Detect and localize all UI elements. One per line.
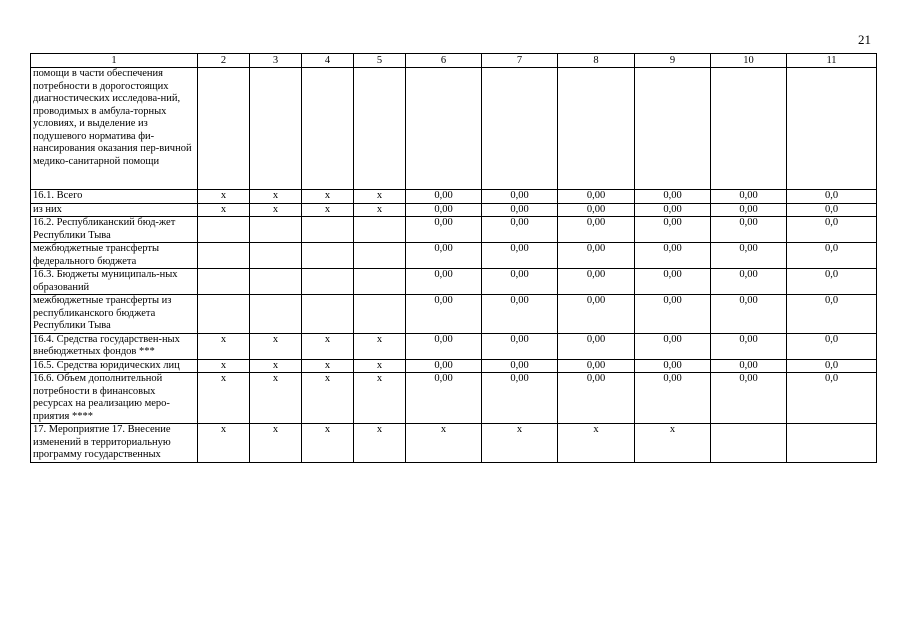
table-cell: 0,00 bbox=[558, 333, 635, 359]
table-cell: 0,00 bbox=[558, 295, 635, 334]
table-cell bbox=[354, 68, 406, 190]
table-cell: 0,00 bbox=[711, 333, 787, 359]
table-cell: x bbox=[198, 373, 250, 424]
table-cell: x bbox=[198, 203, 250, 217]
row-label: 16.5. Средства юридических лиц bbox=[31, 359, 198, 373]
table-cell: 0,00 bbox=[558, 190, 635, 204]
table-cell: 0,00 bbox=[635, 295, 711, 334]
table-cell: x bbox=[406, 424, 482, 463]
table-cell: 0,00 bbox=[558, 217, 635, 243]
table-row bbox=[31, 269, 877, 295]
table-cell: x bbox=[198, 359, 250, 373]
table-cell bbox=[354, 243, 406, 269]
table-cell bbox=[711, 424, 787, 463]
table-cell: 0,0 bbox=[787, 295, 877, 334]
table-cell: 0,00 bbox=[406, 333, 482, 359]
table-cell bbox=[787, 424, 877, 463]
table-cell: 0,0 bbox=[787, 203, 877, 217]
table-cell bbox=[302, 217, 354, 243]
table-cell: 0,00 bbox=[482, 190, 558, 204]
table-cell bbox=[198, 217, 250, 243]
table-cell: 0,00 bbox=[635, 243, 711, 269]
table-cell: 0,00 bbox=[482, 217, 558, 243]
table-cell: 0,00 bbox=[558, 203, 635, 217]
table-cell bbox=[250, 243, 302, 269]
table-cell: x bbox=[198, 424, 250, 463]
table-cell: 0,00 bbox=[635, 373, 711, 424]
table-row bbox=[31, 373, 877, 424]
column-header: 8 bbox=[558, 54, 635, 68]
table-row bbox=[31, 295, 877, 334]
table-row bbox=[31, 190, 877, 204]
row-label: межбюджетные трансферты федерального бюджета bbox=[31, 243, 198, 269]
table-cell: x bbox=[198, 190, 250, 204]
table-cell: 0,00 bbox=[635, 269, 711, 295]
column-header: 3 bbox=[250, 54, 302, 68]
row-label: 16.2. Республиканский бюд-жет Республики Тыва bbox=[31, 217, 198, 243]
table-cell: 0,00 bbox=[406, 243, 482, 269]
row-label: 16.3. Бюджеты муниципаль-ных образований bbox=[31, 269, 198, 295]
table-cell: 0,00 bbox=[406, 190, 482, 204]
table-cell: 0,00 bbox=[558, 373, 635, 424]
table-cell: x bbox=[302, 424, 354, 463]
table-cell bbox=[250, 295, 302, 334]
table-cell: 0,00 bbox=[635, 190, 711, 204]
table-cell: 0,00 bbox=[711, 217, 787, 243]
table-cell: 0,0 bbox=[787, 243, 877, 269]
table-cell bbox=[198, 68, 250, 190]
table-cell: x bbox=[482, 424, 558, 463]
table-cell: 0,00 bbox=[406, 217, 482, 243]
table-cell: 0,00 bbox=[558, 359, 635, 373]
table-cell: 0,00 bbox=[711, 373, 787, 424]
table-cell: 0,0 bbox=[787, 373, 877, 424]
table-cell bbox=[787, 68, 877, 190]
table-cell: 0,00 bbox=[406, 359, 482, 373]
table-cell bbox=[711, 68, 787, 190]
table-cell: 0,0 bbox=[787, 190, 877, 204]
table-cell: 0,00 bbox=[482, 269, 558, 295]
table-cell: 0,00 bbox=[482, 333, 558, 359]
table-cell: 0,00 bbox=[711, 190, 787, 204]
table-cell: 0,00 bbox=[406, 373, 482, 424]
table-cell: x bbox=[354, 333, 406, 359]
table-cell: 0,00 bbox=[711, 359, 787, 373]
table-cell: 0,00 bbox=[406, 269, 482, 295]
table-cell bbox=[198, 295, 250, 334]
column-header: 5 bbox=[354, 54, 406, 68]
row-label: 17. Мероприятие 17. Внесение изменений в территориальную программу государственных bbox=[31, 424, 198, 463]
table-cell bbox=[302, 269, 354, 295]
table-cell bbox=[302, 295, 354, 334]
table-cell: 0,00 bbox=[711, 203, 787, 217]
table-cell: x bbox=[302, 359, 354, 373]
table-row bbox=[31, 359, 877, 373]
table-cell: 0,00 bbox=[635, 217, 711, 243]
continuation-text: помощи в части обеспечения потребности в дорогостоящих диагностических исследова-ний, проводимых в амбула-торных условиях, и выделение из подушевого норматива фи-нансирования оказания пер-вичной медико-санитарной помощи bbox=[31, 68, 198, 190]
table-cell bbox=[302, 243, 354, 269]
table-cell bbox=[198, 243, 250, 269]
column-header: 2 bbox=[198, 54, 250, 68]
table-cell: 0,0 bbox=[787, 333, 877, 359]
budget-table bbox=[30, 53, 877, 463]
table-cell bbox=[302, 68, 354, 190]
table-cell: 0,00 bbox=[711, 269, 787, 295]
column-header: 10 bbox=[711, 54, 787, 68]
table-cell bbox=[250, 68, 302, 190]
table-cell bbox=[354, 269, 406, 295]
row-label: из них bbox=[31, 203, 198, 217]
table-cell: x bbox=[302, 333, 354, 359]
table-cell bbox=[250, 217, 302, 243]
column-header: 7 bbox=[482, 54, 558, 68]
table-cell: 0,00 bbox=[482, 359, 558, 373]
table-cell: 0,0 bbox=[787, 269, 877, 295]
table-cell bbox=[250, 269, 302, 295]
page-number: 21 bbox=[858, 32, 871, 47]
table-cell: x bbox=[250, 203, 302, 217]
table-cell: 0,00 bbox=[406, 295, 482, 334]
table-cell: x bbox=[250, 373, 302, 424]
column-header: 11 bbox=[787, 54, 877, 68]
table-cell: x bbox=[558, 424, 635, 463]
table-cell: 0,00 bbox=[406, 203, 482, 217]
table-cell bbox=[482, 68, 558, 190]
table-cell bbox=[558, 68, 635, 190]
table-cell: x bbox=[302, 190, 354, 204]
table-row bbox=[31, 203, 877, 217]
row-label: 16.4. Средства государствен-ных внебюджетных фондов *** bbox=[31, 333, 198, 359]
table-row bbox=[31, 424, 877, 463]
table-cell: x bbox=[302, 203, 354, 217]
table-row bbox=[31, 217, 877, 243]
table-cell: 0,00 bbox=[711, 243, 787, 269]
column-header: 9 bbox=[635, 54, 711, 68]
table-cell: x bbox=[250, 424, 302, 463]
table-cell: 0,00 bbox=[711, 295, 787, 334]
column-number-row bbox=[31, 54, 877, 68]
table-row bbox=[31, 243, 877, 269]
table-cell: 0,00 bbox=[482, 295, 558, 334]
table-cell: 0,00 bbox=[482, 373, 558, 424]
column-header: 4 bbox=[302, 54, 354, 68]
table-cell bbox=[354, 217, 406, 243]
column-header: 1 bbox=[31, 54, 198, 68]
table-row bbox=[31, 333, 877, 359]
row-label: 16.6. Объем дополнительной потребности в финансовых ресурсах на реализацию меро-приятия **** bbox=[31, 373, 198, 424]
table-cell: 0,00 bbox=[558, 243, 635, 269]
table-cell: x bbox=[250, 359, 302, 373]
table-cell: 0,00 bbox=[635, 203, 711, 217]
table-cell: 0,00 bbox=[558, 269, 635, 295]
table-cell: x bbox=[198, 333, 250, 359]
table-cell: 0,00 bbox=[635, 333, 711, 359]
table-cell: x bbox=[354, 424, 406, 463]
table-cell: 0,00 bbox=[482, 203, 558, 217]
continuation-row bbox=[31, 68, 877, 190]
row-label: 16.1. Всего bbox=[31, 190, 198, 204]
table-cell: x bbox=[354, 359, 406, 373]
table-cell bbox=[406, 68, 482, 190]
table-cell: 0,00 bbox=[635, 359, 711, 373]
table-cell: x bbox=[354, 203, 406, 217]
table-cell bbox=[354, 295, 406, 334]
table-cell: x bbox=[250, 190, 302, 204]
column-header: 6 bbox=[406, 54, 482, 68]
row-label: межбюджетные трансферты из республиканского бюджета Республики Тыва bbox=[31, 295, 198, 334]
table-cell: 0,0 bbox=[787, 359, 877, 373]
table-cell bbox=[635, 68, 711, 190]
table-cell: x bbox=[302, 373, 354, 424]
table-cell: 0,0 bbox=[787, 217, 877, 243]
table-cell: x bbox=[354, 373, 406, 424]
table-cell: x bbox=[250, 333, 302, 359]
table-cell: 0,00 bbox=[482, 243, 558, 269]
table-cell bbox=[198, 269, 250, 295]
table-cell: x bbox=[635, 424, 711, 463]
table-cell: x bbox=[354, 190, 406, 204]
